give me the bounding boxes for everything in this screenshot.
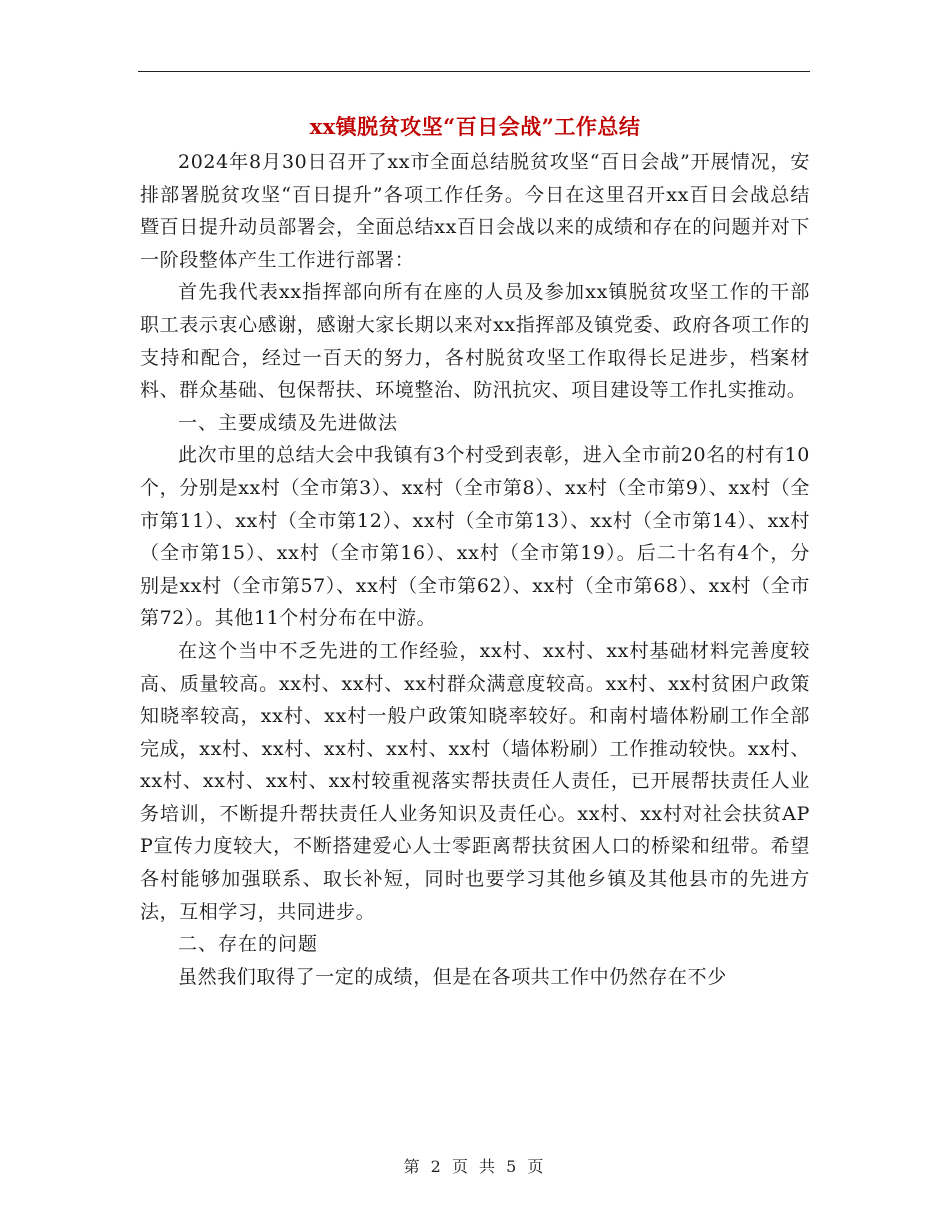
paragraph-problems: 虽然我们取得了一定的成绩，但是在各项共工作中仍然存在不少 (178, 965, 727, 988)
section-heading-problems: 二、存在的问题 (178, 933, 319, 956)
paragraph-thanks: 首先我代表xx指挥部向所有在座的人员及参加xx镇脱贫攻坚工作的干部职工表示衷心感谢，感谢大家长期以来对xx指挥部及镇党委、政府各项工作的支持和配合，经过一百天的努力，各村脱贫攻坚工作取得长足进步，档案材料、群众基础、包保帮扶、环境整治、防汛抗灾、项目建设等工作扎实推动。 (140, 281, 810, 402)
paragraph-experience: 在这个当中不乏先进的工作经验，xx村、xx村、xx村基础材料完善度较高、质量较高。xx村、xx村、xx村群众满意度较高。xx村、xx村贫困户政策知晓率较高，xx村、xx村一般户政策知晓率较好。和南村墙体粉刷工作全部完成，xx村、xx村、xx村、xx村、xx村（墙体粉刷）工作推动较快。xx村、xx村、xx村、xx村、xx村较重视落实帮扶责任人责任，已开展帮扶责任人业务培训，不断提升帮扶责任人业务知识及责任心。xx村、xx村对社会扶贫APP宣传力度较大，不断搭建爱心人士零距离帮扶贫困人口的桥梁和纽带。希望各村能够加强联系、取长补短，同时也要学习其他乡镇及其他县市的先进方法，互相学习，共同进步。 (140, 639, 810, 923)
header-rule (138, 71, 810, 72)
paragraph-rankings: 此次市里的总结大会中我镇有3个村受到表彰，进入全市前20名的村有10个，分别是xx村（全市第3）、xx村（全市第8）、xx村（全市第9）、xx村（全市第11）、xx村（全市第12）、xx村（全市第13）、xx村（全市第14）、xx村（全市第15）、xx村（全市第16）、xx村（全市第19）。后二十名有4个，分别是xx村（全市第57）、xx村（全市第62）、xx村（全市第68）、xx村（全市第72）。其他11个村分布在中游。 (140, 444, 810, 630)
section-heading-achievements: 一、主要成绩及先进做法 (178, 411, 399, 434)
document-body (140, 146, 810, 993)
document-page (140, 108, 810, 993)
page-number: 第 2 页 共 5 页 (403, 1157, 547, 1176)
document-title: xx镇脱贫攻坚“百日会战”工作总结 (309, 114, 641, 139)
paragraph-intro: 2024年8月30日召开了xx市全面总结脱贫攻坚“百日会战”开展情况，安排部署脱贫攻坚“百日提升”各项工作任务。今日在这里召开xx百日会战总结暨百日提升动员部署会，全面总结xx百日会战以来的成绩和存在的问题并对下一阶段整体产生工作进行部署： (140, 151, 810, 271)
